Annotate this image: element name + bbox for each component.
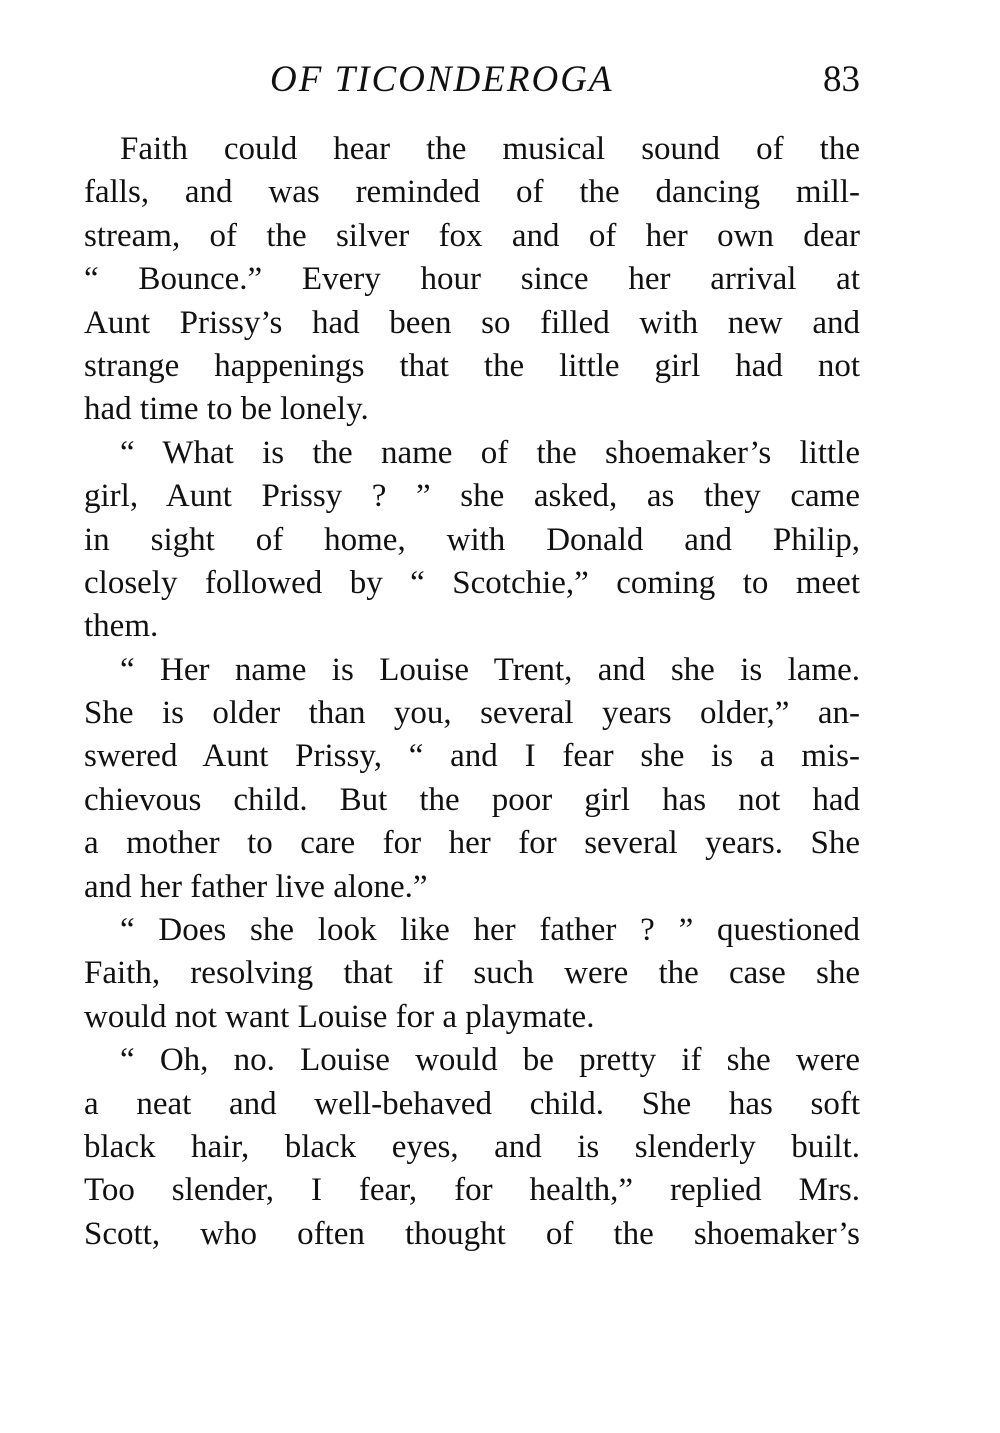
running-title: OF TICONDEROGA [270, 59, 614, 100]
text-line: Faith, resolving that if such were the case she [84, 955, 860, 992]
text-line: them. [84, 608, 159, 645]
text-line: Too slender, I fear, for health,” replied Mrs. [84, 1172, 860, 1209]
text-line: black hair, black eyes, and is slenderly built. [84, 1128, 860, 1165]
text-line: stream, of the silver fox and of her own dear [84, 217, 860, 254]
text-line: in sight of home, with Donald and Philip, [84, 521, 860, 558]
text-line: Scott, who often thought of the shoemaker’s [84, 1215, 860, 1252]
text-line: closely followed by “ Scotchie,” coming to meet [84, 564, 860, 601]
text-line: “ Her name is Louise Trent, and she is lame. [120, 651, 860, 688]
text-line: a mother to care for her for several years. She [84, 825, 860, 862]
page-number: 83 [823, 59, 860, 100]
text-line: “ What is the name of the shoemaker’s little [120, 434, 860, 471]
text-line: Aunt Prissy’s had been so filled with new and [84, 304, 860, 341]
text-line: strange happenings that the little girl had not [84, 347, 860, 384]
text-line: She is older than you, several years older,” an- [84, 695, 860, 732]
text-line: swered Aunt Prissy, “ and I fear she is a mis- [84, 738, 860, 775]
text-line: and her father live alone.” [84, 868, 428, 905]
text-line: falls, and was reminded of the dancing mill- [84, 174, 860, 211]
running-head [84, 58, 860, 106]
body-text [84, 128, 860, 1256]
text-line: would not want Louise for a playmate. [84, 998, 595, 1035]
text-line: “ Bounce.” Every hour since her arrival at [84, 261, 860, 298]
text-line: a neat and well-behaved child. She has soft [84, 1085, 860, 1122]
text-line: Faith could hear the musical sound of the [120, 131, 860, 167]
text-line: “ Does she look like her father ? ” questioned [120, 912, 860, 949]
text-line: “ Oh, no. Louise would be pretty if she were [120, 1042, 860, 1079]
text-line: had time to be lonely. [84, 391, 369, 428]
text-line: chievous child. But the poor girl has not had [84, 781, 860, 818]
text-line: girl, Aunt Prissy ? ” she asked, as they came [84, 478, 860, 515]
